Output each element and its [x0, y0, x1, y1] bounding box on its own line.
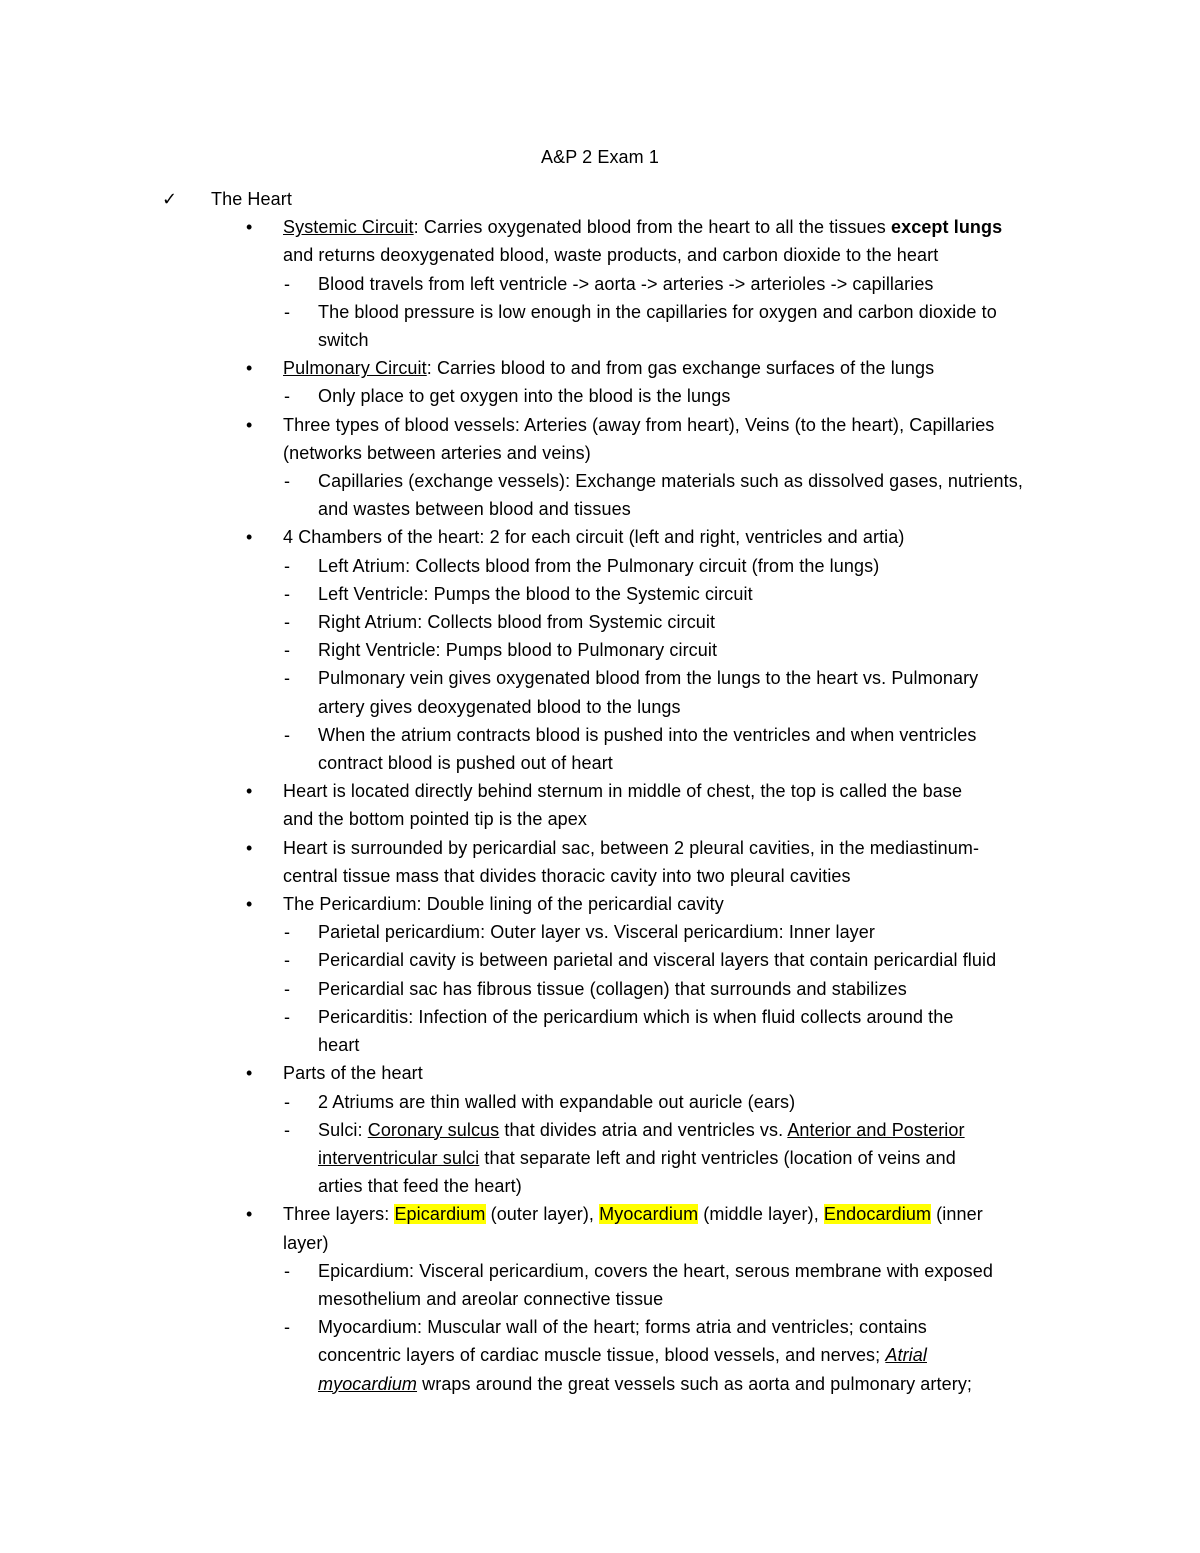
list-item — [0, 608, 1200, 636]
list-item — [0, 1313, 1200, 1341]
text-run: The Pericardium: Double lining of the pericardial cavity — [283, 894, 724, 915]
text-run: contract blood is pushed out of heart — [318, 753, 613, 774]
text-run: Parts of the heart — [283, 1063, 423, 1084]
bullet-dash-icon: - — [284, 1119, 291, 1140]
highlighted-term: Endocardium — [823, 1204, 932, 1225]
bullet-dash-icon: - — [284, 471, 291, 492]
styled-text: Systemic Circuit — [283, 217, 414, 238]
list-item-continuation — [0, 439, 1200, 467]
text-run: that divides atria and ventricles vs. — [499, 1119, 788, 1140]
text-run: Only place to get oxygen into the blood is the lungs — [318, 386, 731, 407]
text-run: Capillaries (exchange vessels): Exchange materials such as dissolved gases, nutrients, — [318, 471, 1023, 492]
text-run: Heart is located directly behind sternum in middle of chest, the top is called the base — [283, 781, 963, 802]
text-run: layer) — [283, 1232, 329, 1253]
text-run: Myocardium: Muscular wall of the heart; forms atria and ventricles; contains — [318, 1317, 927, 1338]
bullet-dash-icon: - — [284, 978, 291, 999]
text-run: Pericardial sac has fibrous tissue (collagen) that surrounds and stabilizes — [318, 978, 907, 999]
text-run: central tissue mass that divides thoracic cavity into two pleural cavities — [283, 865, 851, 886]
bullet-dot-icon: • — [246, 837, 253, 858]
text-run: Left Ventricle: Pumps the blood to the Systemic circuit — [318, 583, 753, 604]
list-item — [0, 1059, 1200, 1087]
list-item — [0, 382, 1200, 410]
text-run: 2 Atriums are thin walled with expandable out auricle (ears) — [318, 1091, 796, 1112]
bullet-dash-icon: - — [284, 386, 291, 407]
bullet-dash-icon: - — [284, 724, 291, 745]
text-run: concentric layers of cardiac muscle tissue, blood vessels, and nerves; — [318, 1345, 886, 1366]
text-run: Blood travels from left ventricle -> aorta -> arteries -> arterioles -> capillaries — [318, 273, 934, 294]
list-item — [0, 721, 1200, 749]
text-run: Pulmonary vein gives oxygenated blood from the lungs to the heart vs. Pulmonary — [318, 668, 979, 689]
list-item — [0, 270, 1200, 298]
text-run: Pericarditis: Infection of the pericardium which is when fluid collects around the — [318, 1006, 954, 1027]
list-item-continuation — [0, 326, 1200, 354]
list-item — [0, 1088, 1200, 1116]
text-run: Three layers: — [283, 1204, 395, 1225]
bullet-dash-icon: - — [284, 273, 291, 294]
text-run: (outer layer), — [485, 1204, 600, 1225]
bullet-dash-icon: - — [284, 1091, 291, 1112]
bullet-dot-icon: • — [246, 1204, 253, 1225]
bullet-dash-icon: - — [284, 555, 291, 576]
bullet-dash-icon: - — [284, 1260, 291, 1281]
bullet-dash-icon: - — [284, 301, 291, 322]
styled-text: myocardium — [318, 1373, 418, 1394]
list-item-continuation — [0, 1144, 1200, 1172]
list-item — [0, 1116, 1200, 1144]
text-run: Left Atrium: Collects blood from the Pulmonary circuit (from the lungs) — [318, 555, 880, 576]
text-run: The blood pressure is low enough in the capillaries for oxygen and carbon dioxide to — [318, 301, 997, 322]
text-run: and wastes between blood and tissues — [318, 499, 631, 520]
text-run: wraps around the great vessels such as aorta and pulmonary artery; — [417, 1373, 973, 1394]
list-item-continuation — [0, 693, 1200, 721]
text-run: Right Atrium: Collects blood from Systemic circuit — [318, 612, 716, 633]
text-run: Right Ventricle: Pumps blood to Pulmonary circuit — [318, 640, 718, 661]
bullet-dash-icon: - — [284, 1006, 291, 1027]
checkmark-icon: ✓ — [162, 189, 178, 209]
text-run: When the atrium contracts blood is pushed into the ventricles and when ventricles — [318, 724, 977, 745]
styled-text: interventricular sulci — [318, 1147, 480, 1168]
bullet-dash-icon: - — [284, 640, 291, 661]
bullet-dash-icon: - — [284, 583, 291, 604]
list-item — [0, 1003, 1200, 1031]
text-run: Parietal pericardium: Outer layer vs. Visceral pericardium: Inner layer — [318, 922, 875, 943]
list-item — [0, 411, 1200, 439]
text-run: Pericardial cavity is between parietal and visceral layers that contain pericardial fluid — [318, 950, 997, 971]
list-item — [0, 1200, 1200, 1228]
list-item — [0, 523, 1200, 551]
styled-text: Coronary sulcus — [367, 1119, 500, 1140]
text-run: Sulci: — [318, 1119, 368, 1140]
text-run: and the bottom pointed tip is the apex — [283, 809, 588, 830]
text-run: and returns deoxygenated blood, waste products, and carbon dioxide to the heart — [283, 245, 939, 266]
list-item — [0, 213, 1200, 241]
list-item — [0, 1257, 1200, 1285]
list-item-continuation — [0, 805, 1200, 833]
list-item — [0, 636, 1200, 664]
text-run: Epicardium: Visceral pericardium, covers the heart, serous membrane with exposed — [318, 1260, 993, 1281]
list-item — [0, 664, 1200, 692]
bullet-dash-icon: - — [284, 668, 291, 689]
text-run: heart — [318, 1035, 360, 1056]
list-item-continuation — [0, 1172, 1200, 1200]
list-item — [0, 467, 1200, 495]
text-run: (inner — [931, 1204, 983, 1225]
highlighted-term: Myocardium — [599, 1204, 699, 1225]
list-item-continuation — [0, 1341, 1200, 1369]
list-item — [0, 918, 1200, 946]
bullet-dash-icon: - — [284, 922, 291, 943]
list-item — [0, 975, 1200, 1003]
text-run: (middle layer), — [698, 1204, 824, 1225]
bullet-dash-icon: - — [284, 612, 291, 633]
notes-content — [0, 185, 1200, 1398]
text-run: Heart is surrounded by pericardial sac, between 2 pleural cavities, in the mediastinum- — [283, 837, 980, 858]
text-run: : Carries blood to and from gas exchange surfaces of the lungs — [426, 358, 935, 379]
section-heading: The Heart — [211, 189, 292, 209]
bullet-dot-icon: • — [246, 781, 253, 802]
list-item — [0, 552, 1200, 580]
bullet-dot-icon: • — [246, 414, 253, 435]
list-item-continuation — [0, 1229, 1200, 1257]
list-item — [0, 354, 1200, 382]
document-title: A&P 2 Exam 1 — [541, 147, 659, 167]
list-item-continuation — [0, 1031, 1200, 1059]
list-item-continuation — [0, 495, 1200, 523]
highlighted-term: Epicardium — [394, 1204, 486, 1225]
bullet-dot-icon: • — [246, 1063, 253, 1084]
list-item — [0, 298, 1200, 326]
list-item — [0, 890, 1200, 918]
styled-text: Atrial — [885, 1345, 927, 1366]
text-run: mesothelium and areolar connective tissue — [318, 1288, 664, 1309]
bullet-dot-icon: • — [246, 358, 253, 379]
list-item-continuation — [0, 241, 1200, 269]
text-run: arties that feed the heart) — [318, 1176, 522, 1197]
list-item — [0, 777, 1200, 805]
text-run: that separate left and right ventricles (location of veins and — [479, 1147, 956, 1168]
text-run: : Carries oxygenated blood from the heart to all the tissues — [413, 217, 891, 238]
styled-text: Pulmonary Circuit — [283, 358, 427, 379]
list-item — [0, 946, 1200, 974]
bullet-dash-icon: - — [284, 1317, 291, 1338]
bullet-dot-icon: • — [246, 217, 253, 238]
text-run: switch — [318, 330, 369, 351]
styled-text: except lungs — [890, 217, 1003, 238]
styled-text: Anterior and Posterior — [787, 1119, 965, 1140]
bullet-dot-icon: • — [246, 527, 253, 548]
text-run: artery gives deoxygenated blood to the lungs — [318, 696, 681, 717]
list-item-continuation — [0, 1285, 1200, 1313]
text-run: (networks between arteries and veins) — [283, 442, 591, 463]
heading-row — [0, 185, 1200, 213]
bullet-dash-icon: - — [284, 950, 291, 971]
list-item-continuation — [0, 862, 1200, 890]
text-run: Three types of blood vessels: Arteries (away from heart), Veins (to the heart), Capillaries — [283, 414, 995, 435]
list-item — [0, 580, 1200, 608]
list-item — [0, 834, 1200, 862]
bullet-dot-icon: • — [246, 894, 253, 915]
list-item-continuation — [0, 1370, 1200, 1398]
list-item-continuation — [0, 749, 1200, 777]
text-run: 4 Chambers of the heart: 2 for each circuit (left and right, ventricles and artia) — [283, 527, 905, 548]
